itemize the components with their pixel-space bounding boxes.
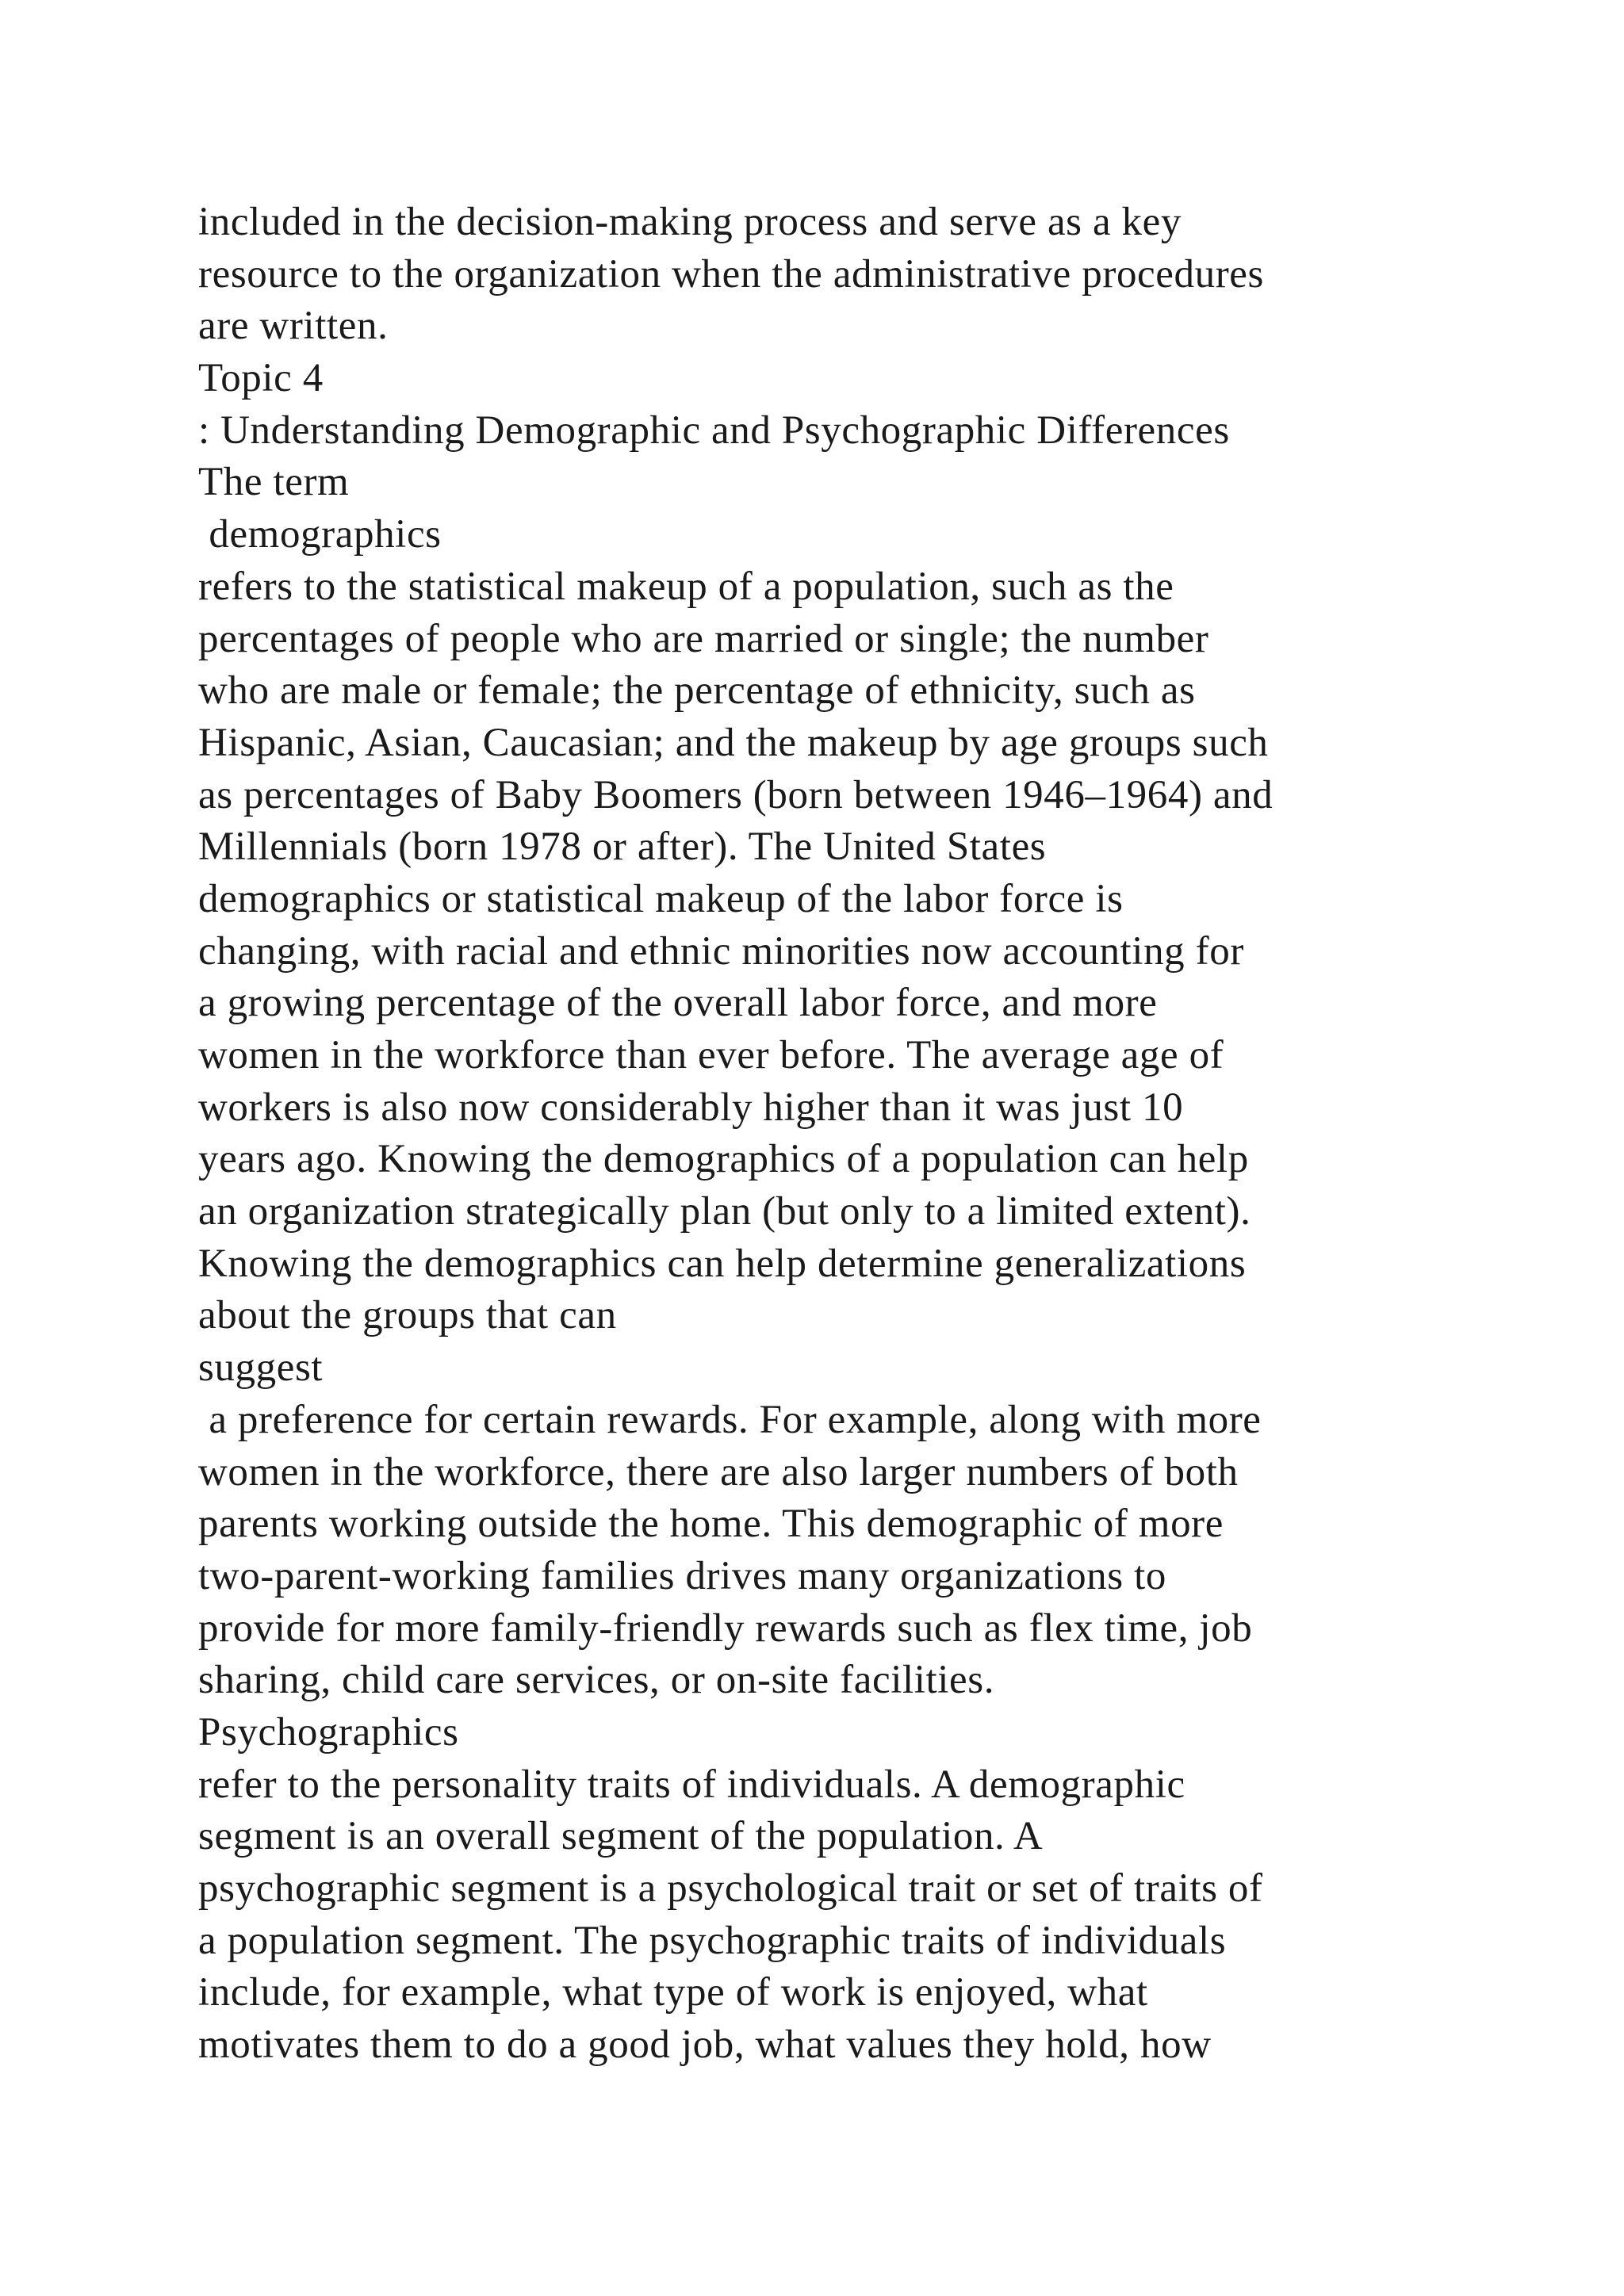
text-line: psychographic segment is a psychological trait or set of traits of — [198, 1866, 1263, 1911]
text-line: a growing percentage of the overall labor force, and more — [198, 981, 1158, 1026]
text-line: a preference for certain rewards. For example, along with more — [198, 1397, 1262, 1442]
text-line: workers is also now considerably higher than it was just 10 — [198, 1085, 1184, 1130]
text-line: as percentages of Baby Boomers (born between 1946–1964) and — [198, 772, 1274, 817]
text-line: Millennials (born 1978 or after). The United States — [198, 825, 1047, 870]
text-line: who are male or female; the percentage of ethnicity, such as — [198, 668, 1196, 714]
text-line: Hispanic, Asian, Caucasian; and the makeup by age groups such — [198, 720, 1269, 765]
text-line: percentages of people who are married or single; the number — [198, 616, 1209, 661]
document-body — [198, 197, 1435, 2072]
text-line: resource to the organization when the administrative procedures — [198, 251, 1264, 297]
text-line: changing, with racial and ethnic minorities now accounting for — [198, 928, 1244, 974]
term-suggest: suggest — [198, 1345, 324, 1391]
topic-heading: Topic 4 — [198, 356, 324, 401]
text-line: segment is an overall segment of the population. A — [198, 1814, 1044, 1859]
text-line: women in the workforce than ever before. The average age of — [198, 1033, 1224, 1077]
text-line: about the groups that can — [198, 1293, 617, 1338]
text-line: refer to the personality traits of individuals. A demographic — [198, 1762, 1185, 1807]
text-line: an organization strategically plan (but only to a limited extent). — [198, 1189, 1251, 1234]
text-line: parents working outside the home. This demographic of more — [198, 1502, 1224, 1547]
term-demographics: demographics — [198, 512, 442, 557]
text-line: The term — [198, 460, 350, 505]
text-line: demographics or statistical makeup of the labor force is — [198, 876, 1124, 921]
text-line: motivates them to do a good job, what values they hold, how — [198, 2022, 1212, 2068]
text-line: sharing, child care services, or on-site facilities. — [198, 1658, 995, 1703]
topic-title: : Understanding Demographic and Psychographic Differences — [198, 408, 1230, 453]
text-line: women in the workforce, there are also larger numbers of both — [198, 1449, 1239, 1494]
text-line: include, for example, what type of work is enjoyed, what — [198, 1970, 1148, 2015]
text-line: refers to the statistical makeup of a population, such as the — [198, 564, 1174, 609]
text-line: a population segment. The psychographic traits of individuals — [198, 1918, 1227, 1963]
text-line: two-parent-working families drives many organizations to — [198, 1553, 1166, 1598]
text-line: years ago. Knowing the demographics of a population can help — [198, 1137, 1249, 1182]
term-psychographics: Psychographics — [198, 1709, 459, 1755]
text-line: provide for more family-friendly rewards such as flex time, job — [198, 1605, 1253, 1651]
text-line: included in the decision-making process and serve as a key — [198, 200, 1182, 244]
text-line: are written. — [198, 304, 389, 349]
text-line: Knowing the demographics can help determine generalizations — [198, 1241, 1247, 1286]
